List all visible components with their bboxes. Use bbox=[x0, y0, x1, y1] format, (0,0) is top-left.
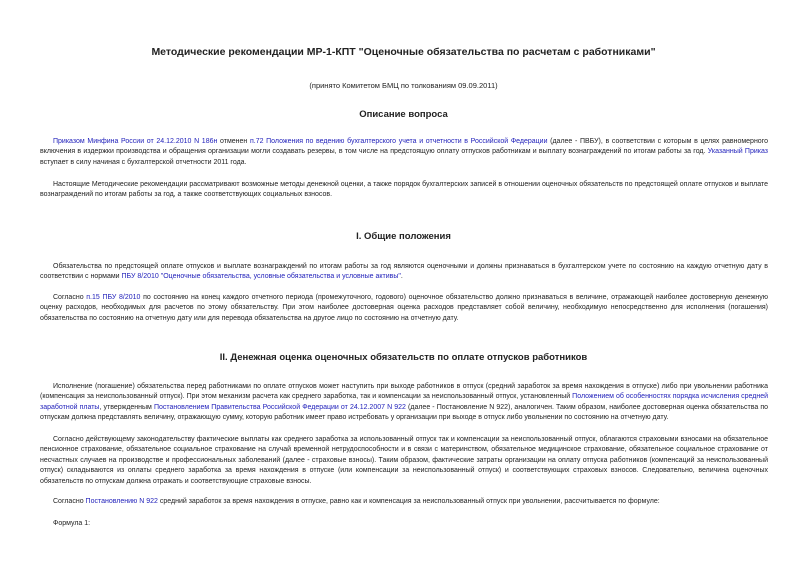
document-link[interactable]: Приказом Минфина России от 24.12.2010 N 186н bbox=[53, 138, 218, 145]
formula-label bbox=[40, 519, 768, 529]
paragraph-text: отменен bbox=[217, 138, 250, 145]
paragraph bbox=[40, 262, 768, 283]
paragraph bbox=[40, 293, 768, 324]
document-link[interactable]: Положением об особенностях порядка исчисления средней заработной платы bbox=[40, 393, 768, 411]
document-link[interactable]: п.72 Положения по ведению бухгалтерского учета и отчетности в Российской Федерации bbox=[249, 138, 548, 145]
section-heading-general: I. Общие положения bbox=[356, 231, 451, 242]
document-link[interactable]: Постановлением Правительства Российской Федерации от 24.12.2007 N 922 bbox=[153, 403, 406, 411]
document-subtitle: (принято Комитетом БМЦ по толкованиям 09.09.2011) bbox=[309, 81, 498, 90]
paragraph-text: вступает в силу начиная с бухгалтерской отчетности 2011 года. bbox=[40, 158, 247, 166]
paragraph bbox=[40, 137, 768, 168]
paragraph-text: Обязательства по предстоящей оплате отпусков и выплате вознаграждений по итогам работы за год являются оценочными и должны признаваться в бухгалтерском учете по состоянию на каждую отчетную дату в соответствии с нормами bbox=[40, 263, 768, 281]
document-link[interactable]: Указанный Приказ bbox=[707, 148, 769, 156]
paragraph-text: . bbox=[400, 273, 403, 281]
document-link[interactable]: Постановлению N 922 bbox=[85, 498, 158, 505]
paragraph-text: Формула 1: bbox=[53, 520, 91, 527]
paragraph-text: Настоящие Методические рекомендации рассматривают возможные методы денежной оценки, а также порядок бухгалтерских записей в отношении оценочных обязательств по предстоящей оплате отпусков и выплате вознаграждений по итогам работы за год, а также соответствующих социальных взносов. bbox=[40, 181, 768, 199]
document-title: Методические рекомендации МР-1-КПТ "Оценочные обязательства по расчетам с работниками" bbox=[151, 46, 656, 58]
paragraph-text: (далее - ПВБУ), в соответствии с которым в целях равномерного включения в издержки производства и обращения организации могли создавать резервы, в том числе на предстоящую оплату отпусков работникам и выплату вознаграждений по итогам работы за год. bbox=[40, 138, 768, 156]
paragraph-text: по состоянию на конец каждого отчетного периода (промежуточного, годового) оценочное обязательство должно признаваться в величине, отражающей наиболее достоверную денежную оценку расходов, необходимых для расчетов по этому обязательству. При этом наиболее достоверная оценка расходов представляет собой величину, необходимую непосредственно для исполнения (погашения) обязательства по состоянию на отчетную дату или для перевода обязательства на другое лицо по состоянию на отчетную дату. bbox=[40, 294, 769, 322]
paragraph-text: Исполнение (погашение) обязательства перед работниками по оплате отпусков может наступить при выходе работников в отпуск (средний заработок за время нахождения в отпуске) либо при увольнении работника (компенсация за неиспользованный отпуск). При этом механизм расчета как среднего заработка, так и компенсации за неиспользованный отпуск, установленный bbox=[40, 383, 768, 401]
paragraph-text: Согласно действующему законодательству фактические выплаты как среднего заработка за использованный отпуск так и компенсации за неиспользованный отпуск, облагаются страховыми взносами на обязательное пенсионное страхование, обязательное социальное страхование на случай временной нетрудоспособности и в связи с материнством, обязательное медицинское страхование, обязательное социальное страхование от несчастных случаев на производстве и профессиональных заболеваний (далее - страховые взносы). Таким образом, фактические затраты организации на оплату отпуска работников (компенсаций за неиспользованный отпуск) складываются из оплаты среднего заработка за время нахождения в отпуске (или компенсации за неиспользованный отпуск) и соответствующих страховых взносов. Следовательно, величина оценочных обязательств по отпускам должна отражать и соответствующие страховые взносы. bbox=[40, 436, 768, 485]
section-heading-question: Описание вопроса bbox=[359, 109, 448, 120]
paragraph bbox=[40, 435, 768, 487]
paragraph-text: Согласно bbox=[53, 294, 87, 301]
paragraph-text: средний заработок за время нахождения в отпуске, равно как и компенсация за неиспользованный отпуск при увольнении, рассчитывается по формуле: bbox=[157, 498, 660, 505]
document-link[interactable]: ПБУ 8/2010 "Оценочные обязательства, условные обязательства и условные активы" bbox=[121, 273, 401, 281]
paragraph bbox=[40, 497, 768, 507]
document-link[interactable]: п.15 ПБУ 8/2010 bbox=[86, 294, 141, 301]
paragraph bbox=[40, 180, 768, 201]
paragraph-text: , утвержденным bbox=[99, 403, 154, 411]
section-heading-valuation: II. Денежная оценка оценочных обязательств по оплате отпусков работников bbox=[219, 352, 588, 363]
paragraph bbox=[40, 382, 768, 424]
paragraph-text: (далее - Постановление N 922), аналогичен. Таким образом, наиболее достоверная оценка обязательства по отпускам должна представлять величину, отражающую сумму, которую работник имеет право истребовать у организации при выходе в отпуск либо увольнении по состоянию на отчетную дату. bbox=[40, 403, 769, 422]
paragraph-text: Согласно bbox=[53, 498, 86, 505]
